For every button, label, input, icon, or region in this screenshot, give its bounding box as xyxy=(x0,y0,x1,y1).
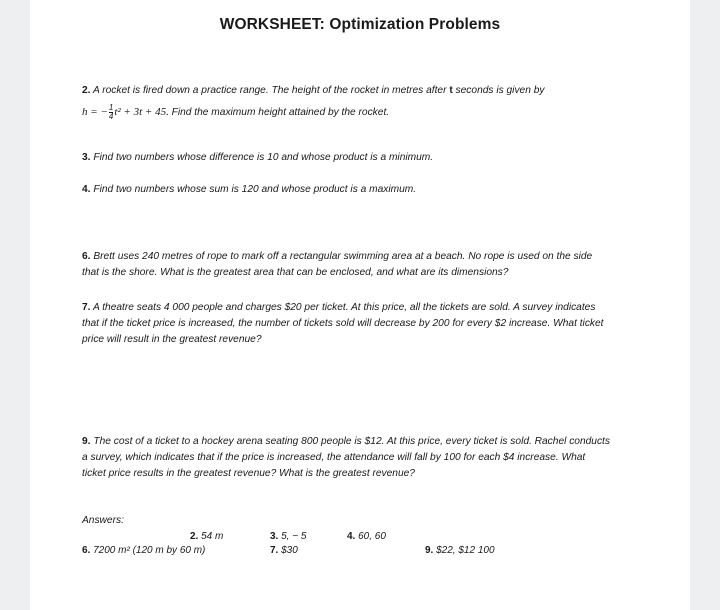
question-2-formula xyxy=(82,104,662,121)
formula-tail: Find the maximum height attained by the rocket. xyxy=(168,107,390,119)
answer-value: 60, 60 xyxy=(355,531,386,542)
question-line: The cost of a ticket to a hockey arena seating 800 people is $12. At this price, every ticket is sold. Rachel conducts xyxy=(93,436,610,447)
question-line: that if the ticket price is increased, the number of tickets sold will decrease by 200 for every $2 increase. What ticket xyxy=(82,318,604,329)
fraction-denominator: 4 xyxy=(108,112,114,121)
answer-value: 5, − 5 xyxy=(278,531,307,542)
answer-number: 6. xyxy=(82,545,91,556)
question-text-end: seconds is given by xyxy=(452,85,545,96)
question-2 xyxy=(82,83,662,99)
answer-7 xyxy=(270,545,298,556)
question-line: ticket price results in the greatest revenue? What is the greatest revenue? xyxy=(82,468,415,479)
question-line: A theatre seats 4 000 people and charges $20 per ticket. At this price, all the tickets are sold. A survey indicates xyxy=(92,302,596,313)
page-title: WORKSHEET: Optimization Problems xyxy=(219,16,501,33)
answer-number: 2. xyxy=(190,531,199,542)
answer-number: 9. xyxy=(425,545,434,556)
answer-number: 7. xyxy=(270,545,279,556)
answer-number: 3. xyxy=(270,531,279,542)
variable-t: t xyxy=(449,85,453,96)
answer-number: 4. xyxy=(347,531,356,542)
question-number: 2. xyxy=(82,85,91,96)
question-9 xyxy=(82,434,662,482)
question-line: Brett uses 240 metres of rope to mark off a rectangular swimming area at a beach. No rope is used on the side xyxy=(93,251,593,262)
worksheet-page xyxy=(30,0,690,610)
question-3 xyxy=(82,150,662,166)
question-text: A rocket is fired down a practice range. The height of the rocket in metres after xyxy=(92,85,450,96)
question-number: 3. xyxy=(82,152,91,163)
question-7 xyxy=(82,300,662,348)
answer-2 xyxy=(190,531,223,542)
answer-6 xyxy=(82,545,205,556)
question-line: that is the shore. What is the greatest area that can be enclosed, and what are its dimensions? xyxy=(82,267,509,278)
question-text: Find two numbers whose difference is 10 and whose product is a minimum. xyxy=(93,152,434,163)
answer-value: 54 m xyxy=(198,531,224,542)
answer-3 xyxy=(270,531,306,542)
answer-4 xyxy=(347,531,386,542)
fraction-numerator: 1 xyxy=(108,103,114,112)
answer-value: 7200 m² (120 m by 60 m) xyxy=(90,545,206,556)
question-number: 9. xyxy=(82,436,91,447)
answer-value: $22, $12 100 xyxy=(433,545,495,556)
formula-rhs: t² + 3t + 45. xyxy=(114,106,169,119)
question-line: price will result in the greatest revenue? xyxy=(82,334,262,345)
formula-fraction xyxy=(109,104,113,121)
formula-lhs: h = − xyxy=(82,106,108,119)
question-4 xyxy=(82,182,662,198)
question-text: Find two numbers whose sum is 120 and whose product is a maximum. xyxy=(93,184,417,195)
question-line: a survey, which indicates that if the price is increased, the attendance will fall by 100 for each $4 increase. What xyxy=(82,452,586,463)
question-number: 4. xyxy=(82,184,91,195)
answers-label: Answers: xyxy=(82,515,124,526)
answer-value: $30 xyxy=(278,545,298,556)
question-6 xyxy=(82,249,662,281)
answer-9 xyxy=(425,545,495,556)
question-number: 6. xyxy=(82,251,91,262)
question-number: 7. xyxy=(82,302,91,313)
